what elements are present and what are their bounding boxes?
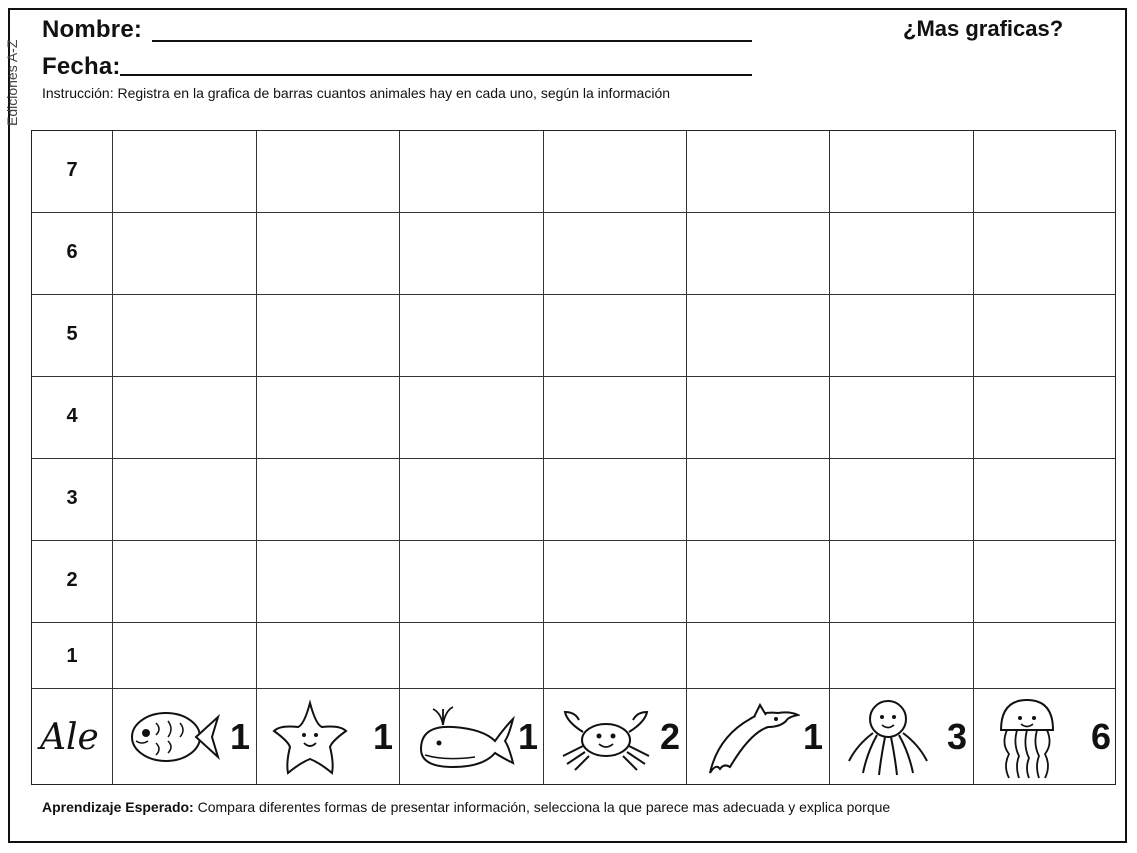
learning-label: Aprendizaje Esperado:: [42, 799, 194, 815]
grid-row: [32, 459, 1115, 541]
starfish-icon: [270, 697, 350, 777]
grid-row: [32, 295, 1115, 377]
animal-cell-starfish: [256, 689, 399, 785]
animal-cell-dolphin: [686, 689, 829, 785]
grid-divider: [112, 131, 113, 784]
y-label: 2: [66, 569, 78, 591]
grid-row: [32, 213, 1115, 295]
grid-divider: [543, 131, 544, 784]
crab-icon: [557, 702, 655, 772]
grid-divider: [686, 131, 687, 784]
grid-divider: [973, 131, 974, 784]
dolphin-icon: [700, 697, 800, 777]
publisher-label: Ediciones A-Z: [4, 39, 20, 126]
date-line: [120, 74, 752, 76]
y-label: 3: [66, 487, 78, 509]
y-label: 7: [66, 159, 78, 181]
whale-icon: [413, 697, 518, 777]
animal-cell-crab: [543, 689, 686, 785]
more-graphs-link[interactable]: ¿Mas graficas?: [903, 16, 1064, 41]
grid-divider: [256, 131, 257, 784]
animal-count: 1: [518, 716, 539, 757]
animal-count: 1: [229, 716, 250, 757]
jellyfish-icon: [987, 694, 1067, 780]
bar-graph-grid: [31, 130, 1116, 785]
learning-objective: [42, 798, 1082, 817]
instruction-text: Instrucción: Registra en la grafica de barras cuantos animales hay en cada uno, según la información: [42, 85, 671, 101]
name-line: [152, 40, 752, 42]
octopus-icon: [843, 695, 933, 779]
y-label: 1: [66, 645, 78, 667]
grid-divider: [399, 131, 400, 784]
signature-logo: Ale: [40, 717, 99, 758]
y-label: 5: [66, 323, 78, 345]
fish-icon: [126, 703, 221, 771]
animal-count: 2: [659, 716, 680, 757]
grid-row: [32, 131, 1115, 213]
animal-cell-jellyfish: [973, 689, 1117, 785]
grid-row: [32, 377, 1115, 459]
animal-cell-whale: [399, 689, 543, 785]
date-label: Fecha:: [42, 53, 121, 80]
animal-count: 3: [946, 716, 967, 757]
animal-count: 1: [802, 716, 823, 757]
learning-text: Compara diferentes formas de presentar información, selecciona la que parece mas adecuada y explica porque: [193, 799, 891, 815]
animal-cell-octopus: [829, 689, 973, 785]
y-label: 6: [66, 241, 78, 263]
animal-cell-fish: [112, 689, 256, 785]
grid-row: [32, 623, 1115, 689]
animal-count: 1: [372, 716, 393, 757]
name-label: Nombre:: [42, 16, 143, 43]
grid-row: [32, 541, 1115, 623]
grid-divider: [829, 131, 830, 784]
animal-count: 6: [1090, 716, 1111, 757]
y-label: 4: [66, 405, 78, 427]
